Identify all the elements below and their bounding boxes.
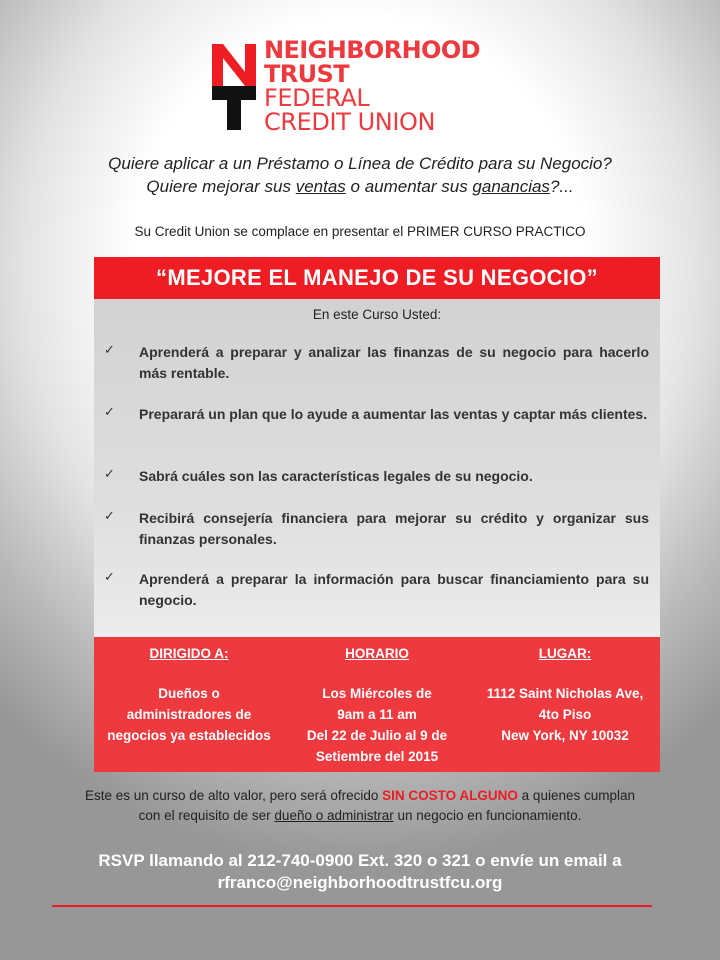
schedule-text [282,683,472,767]
schedule-column [282,645,472,767]
free-highlight: SIN COSTO ALGUNO [382,788,518,803]
audience-line: administradores de [126,707,252,722]
note-text: Este es un curso de alto valor, pero será ofrecido [84,788,383,803]
course-title: “MEJORE EL MANEJO DE SU NEGOCIO” [94,257,660,299]
audience-line: Dueños o [158,686,220,701]
rsvp-block [0,850,720,894]
audience-line: negocios ya establecidos [107,728,271,743]
benefit-text: Sabrá cuáles son las características legales de su negocio. [139,468,533,484]
cost-note-line-1 [0,786,720,806]
audience-text [94,683,284,746]
location-line: New York, NY 10032 [501,728,629,743]
schedule-line: 9am a 11 am [337,707,417,722]
schedule-heading: HORARIO [345,646,409,661]
footer-divider [52,905,652,907]
q2-part-b: o aumentar sus [345,177,473,196]
note-text: un negocio en funcionamiento. [393,808,582,823]
audience-heading: DIRIGIDO A: [149,646,229,661]
cost-note [0,786,720,826]
cost-note-line-2 [0,806,720,826]
benefit-text: Recibirá consejería financiera para mejorar su crédito y organizar sus finanzas personales. [139,510,649,547]
schedule-line: Setiembre del 2015 [315,749,439,764]
logo-line-4: CREDIT UNION [264,108,436,136]
check-icon: ✓ [104,466,115,481]
logo-t-stem [227,100,241,130]
q2-ganancias: ganancias [472,177,550,196]
intro-question-1: Quiere aplicar a un Préstamo o Línea de Crédito para su Negocio? [108,154,612,173]
location-heading: LUGAR: [538,646,592,661]
logo-mark [212,44,256,130]
logo-line-2: TRUST [264,60,349,88]
q2-part-a: Quiere mejorar sus [146,177,296,196]
note-text: con el requisito de ser [138,808,275,823]
check-icon: ✓ [104,404,115,419]
benefits-panel [94,299,660,637]
course-intro: En este Curso Usted: [312,307,442,322]
presents-line: Su Credit Union se complace en presentar el PRIMER CURSO PRACTICO [134,224,586,239]
schedule-line: Del 22 de Julio al 9 de [306,728,448,743]
check-icon: ✓ [104,342,115,357]
rsvp-phone-line: RSVP llamando al 212-740-0900 Ext. 320 o 321 o envíe un email a [98,851,622,870]
location-text [470,683,660,746]
logo-wordmark [264,38,480,134]
location-line: 4to Piso [538,707,592,722]
benefit-text: Aprenderá a preparar la información para buscar financiamiento para su negocio. [139,571,649,608]
check-icon: ✓ [104,569,115,584]
schedule-line: Los Miércoles de [322,686,432,701]
location-column [470,645,660,746]
requirement-underline: dueño o administrar [274,808,394,823]
logo-n-shape [212,44,256,86]
logo-line-1: NEIGHBORHOOD [264,36,480,64]
intro-question-2 [0,175,720,198]
details-panel [94,637,660,772]
logo-line-3: FEDERAL [264,84,370,112]
q2-part-c: ?... [549,177,574,196]
logo-t-bar [212,86,256,100]
intro-questions [0,152,720,198]
check-icon: ✓ [104,508,115,523]
q2-ventas: ventas [295,177,346,196]
note-text: a quienes cumplan [517,788,635,803]
rsvp-email[interactable]: rfranco@neighborhoodtrustfcu.org [217,873,503,892]
location-line: 1112 Saint Nicholas Ave, [486,686,644,701]
audience-column [94,645,284,746]
benefit-text: Preparará un plan que lo ayude a aumentar las ventas y captar más clientes. [139,406,648,422]
benefit-text: Aprenderá a preparar y analizar las finanzas de su negocio para hacerlo más rentable. [139,344,649,381]
